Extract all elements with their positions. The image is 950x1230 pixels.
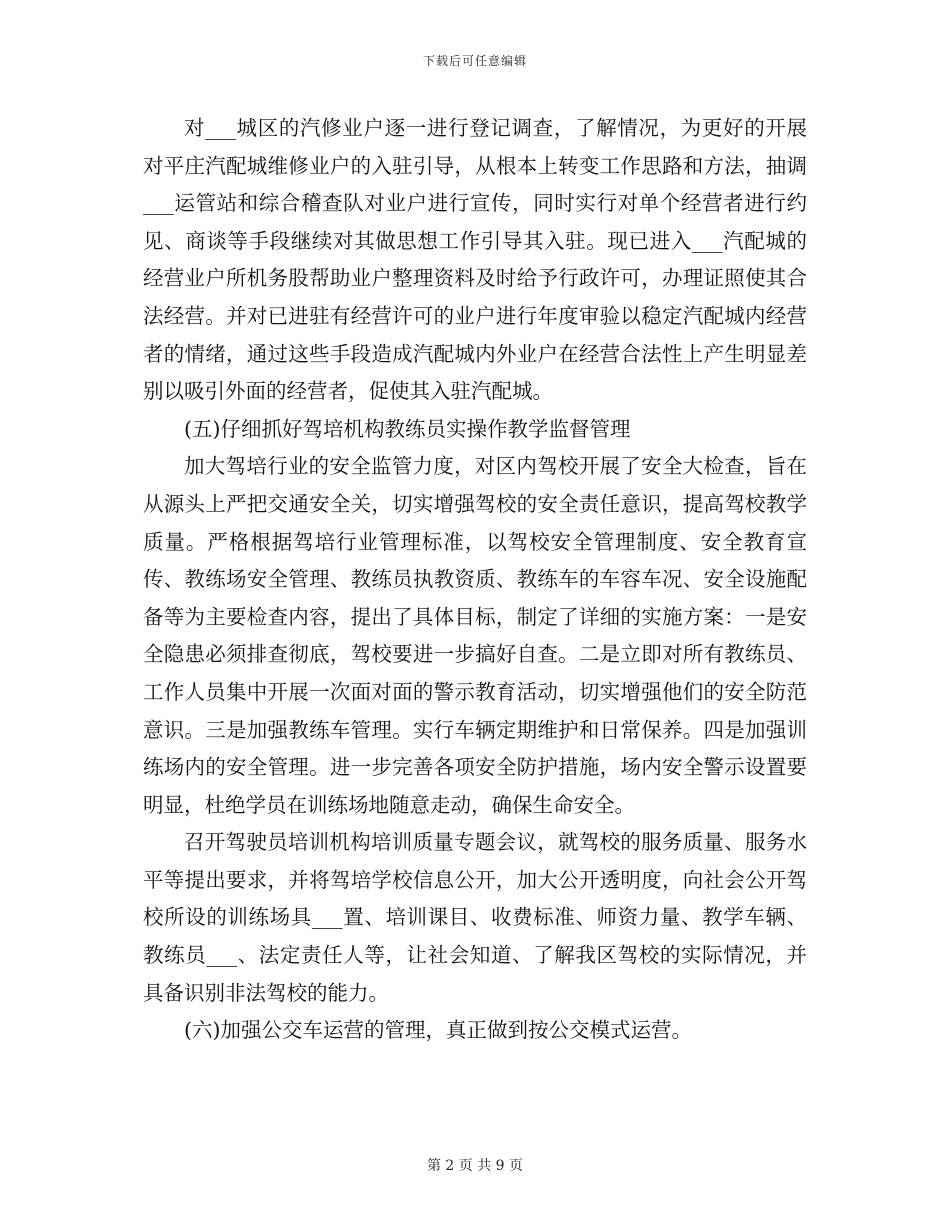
paragraph-safety-supervision: 加大驾培行业的安全监管力度，对区内驾校开展了安全大检查，旨在从源头上严把交通安全关，切实增强驾校的安全责任意识，提高驾校教学质量。严格根据驾培行业管理标准，以驾校安全管理制度、安全教育宣传、教练场安全管理、教练员执教资质、教练车的车容车况、安全设施配备等为主要检查内容，提出了具体目标，制定了详细的实施方案：一是安全隐患必须排查彻底，驾校要进一步搞好自查。二是立即对所有教练员、工作人员集中开展一次面对面的警示教育活动，切实增强他们的安全防范意识。三是加强教练车管理。实行车辆定期维护和日常保养。四是加强训练场内的安全管理。进一步完善各项安全防护措施，场内安全警示设置要明显，杜绝学员在训练场地随意走动，确保生命安全。 <box>143 454 807 817</box>
page-number-footer: 第 2 页 共 9 页 <box>426 1158 524 1174</box>
section-heading-6: (六)加强公交车运营的管理，真正做到按公交模式运营。 <box>184 1018 692 1043</box>
paragraph-training-quality-meeting: 召开驾驶员培训机构培训质量专题会议，就驾校的服务质量、服务水平等提出要求，并将驾培学校信息公开，加大公开透明度，向社会公开驾校所设的训练场具___置、培训课目、收费标准、师资力量、教学车辆、教练员___、法定责任人等，让社会知道、了解我区驾校的实际情况，并具备识别非法驾校的能力。 <box>143 830 807 1005</box>
page-header: 下载后可任意编辑 <box>422 54 527 68</box>
document-body <box>143 110 807 1050</box>
section-heading-5: (五)仔细抓好驾培机构教练员实操作教学监督管理 <box>184 416 631 441</box>
paragraph-auto-parts-city: 对___城区的汽修业户逐一进行登记调查，了解情况，为更好的开展对平庄汽配城维修业户的入驻引导，从根本上转变工作思路和方法，抽调___运管站和综合稽查队对业户进行宣传，同时实行对单个经营者进行约见、商谈等手段继续对其做思想工作引导其入驻。现已进入___汽配城的经营业户所机务股帮助业户整理资料及时给予行政许可，办理证照使其合法经营。并对已进驻有经营许可的业户进行年度审验以稳定汽配城内经营者的情绪，通过这些手段造成汽配城内外业户在经营合法性上产生明显差别以吸引外面的经营者，促使其入驻汽配城。 <box>143 116 807 404</box>
